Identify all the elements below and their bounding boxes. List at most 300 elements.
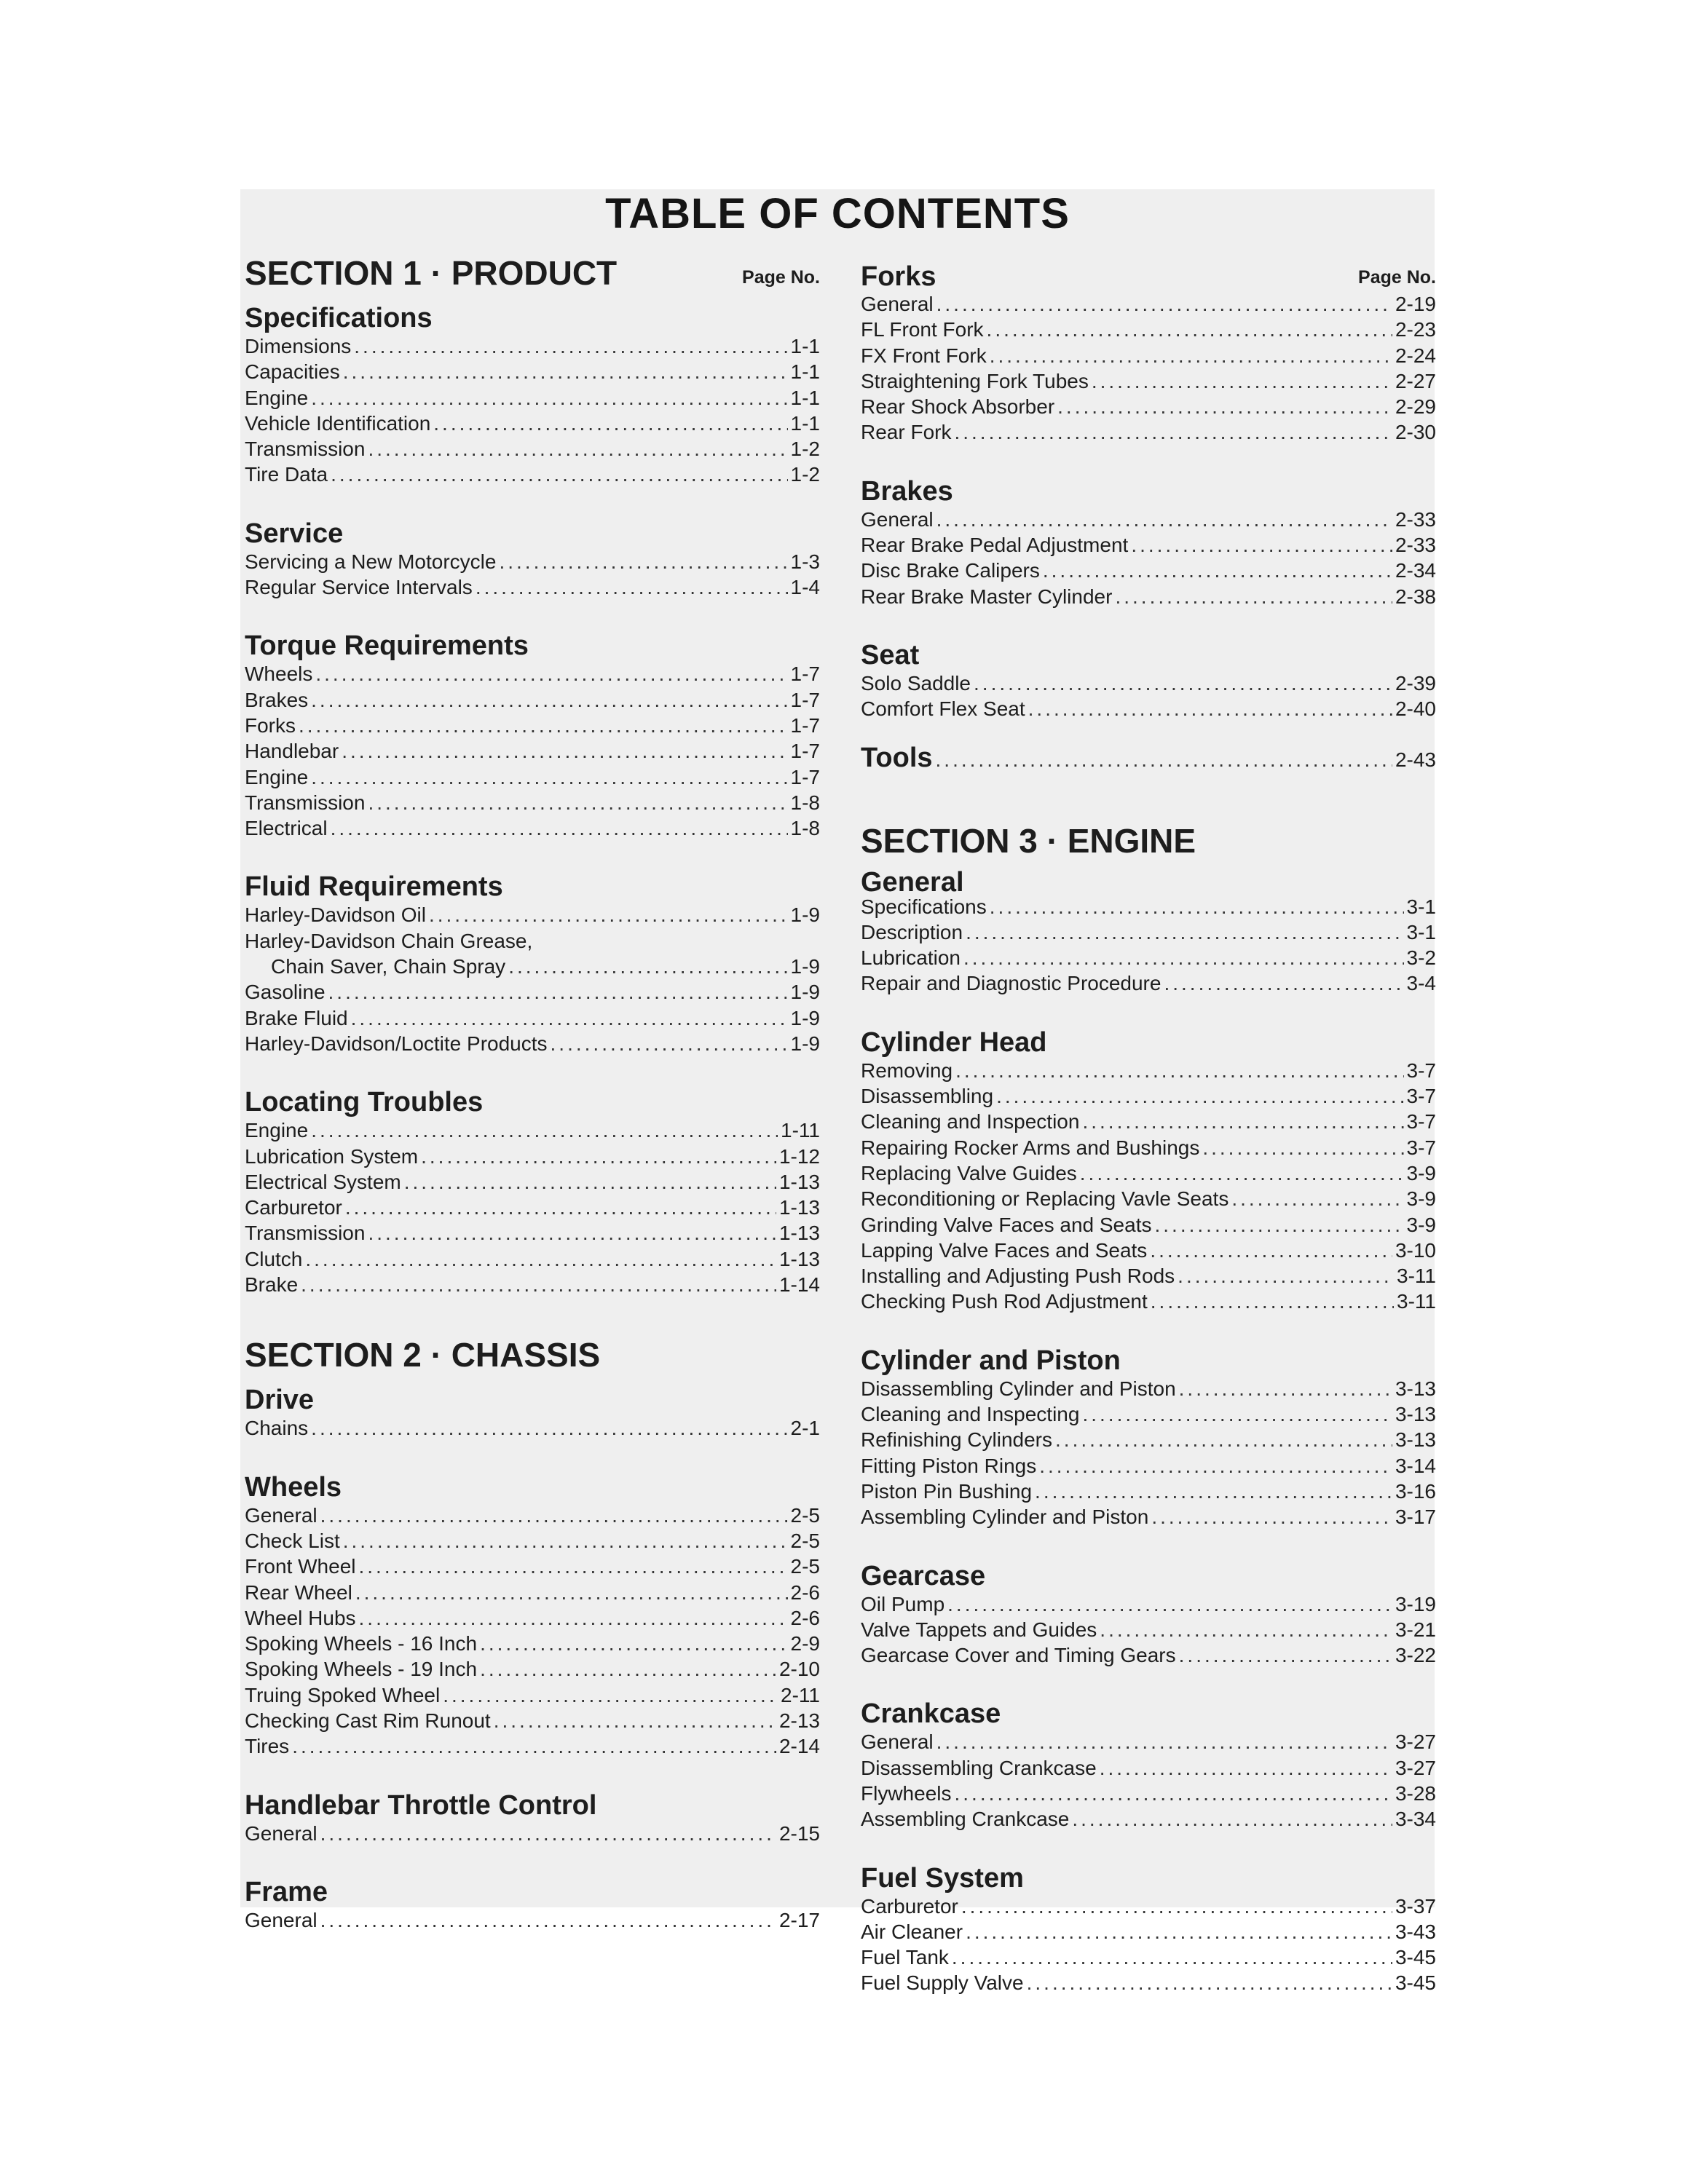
page-number: 1-7 xyxy=(790,688,820,711)
toc-entry xyxy=(861,1593,1436,1618)
leader-dots xyxy=(961,1895,1392,1918)
toc-entry xyxy=(245,714,820,740)
toc-entry xyxy=(861,293,1436,318)
leader-dots xyxy=(936,748,1392,772)
page-number: 3-1 xyxy=(1406,920,1436,943)
section-title: SECTION 1 · PRODUCT xyxy=(245,254,618,292)
toc-entry xyxy=(245,1032,820,1058)
entry-label: Dimensions xyxy=(245,335,352,357)
page-number: 2-33 xyxy=(1395,507,1436,531)
page-number: 1-1 xyxy=(790,335,820,357)
entry-label: Front Wheel xyxy=(245,1555,356,1578)
leader-dots xyxy=(952,1946,1392,1969)
leader-dots xyxy=(1154,1214,1403,1237)
leader-dots xyxy=(320,1909,776,1932)
toc-entry xyxy=(245,740,820,765)
toc-entry xyxy=(861,672,1436,697)
toc-entry xyxy=(245,1248,820,1273)
entry-label: General xyxy=(245,1908,318,1931)
entry-label: Vehicle Identification xyxy=(245,411,431,435)
leader-dots xyxy=(1043,559,1392,582)
leader-dots xyxy=(974,672,1392,695)
leader-dots xyxy=(480,1658,776,1681)
entry-label: Carburetor xyxy=(861,1894,958,1918)
page-number: 2-6 xyxy=(790,1606,820,1629)
page-number: 1-7 xyxy=(790,765,820,788)
toc-entry xyxy=(245,1658,820,1683)
page-title: TABLE OF CONTENTS xyxy=(605,190,1070,237)
section-title: SECTION 2 · CHASSIS xyxy=(245,1336,601,1374)
leader-dots xyxy=(301,1273,776,1297)
group-spacer xyxy=(861,1316,1436,1335)
leader-dots xyxy=(320,1504,788,1527)
group-title: Handlebar Throttle Control xyxy=(245,1789,597,1821)
page-number: 3-27 xyxy=(1395,1730,1436,1754)
toc-entry xyxy=(245,955,820,981)
page-number: 3-45 xyxy=(1395,1971,1436,1995)
toc-entry xyxy=(861,1644,1436,1669)
leader-dots xyxy=(292,1735,776,1758)
group-title: Tools xyxy=(861,742,933,773)
entry-label: Repair and Diagnostic Procedure xyxy=(861,972,1162,995)
leader-dots xyxy=(1131,534,1392,557)
entry-label: General xyxy=(245,1503,318,1527)
toc-column-left xyxy=(245,248,820,1934)
leader-dots xyxy=(990,895,1404,919)
toc-entry xyxy=(245,1007,820,1032)
leader-dots xyxy=(963,946,1404,970)
toc-entry xyxy=(245,1273,820,1299)
page-number: 3-9 xyxy=(1406,1161,1436,1184)
page-number: 1-9 xyxy=(790,1032,820,1055)
entry-label: Rear Brake Pedal Adjustment xyxy=(861,534,1129,557)
toc-entry xyxy=(245,930,820,955)
entry-label: Removing xyxy=(861,1059,953,1082)
page-number: 2-19 xyxy=(1395,293,1436,315)
toc-entry xyxy=(861,1187,1436,1213)
leader-dots xyxy=(1231,1187,1403,1211)
entry-label: Disassembling xyxy=(861,1085,994,1108)
toc-entry xyxy=(861,534,1436,559)
entry-label: Check List xyxy=(245,1529,340,1552)
group-title: Cylinder Head xyxy=(861,1026,1047,1058)
leader-dots xyxy=(433,412,787,435)
group-title: Wheels xyxy=(245,1471,342,1503)
leader-dots xyxy=(1178,1265,1394,1288)
toc-entry xyxy=(861,1618,1436,1644)
leader-dots xyxy=(429,903,788,927)
entry-label: Brake Fluid xyxy=(245,1006,348,1029)
toc-entry xyxy=(861,895,1436,921)
group-title: Locating Troubles xyxy=(245,1087,484,1118)
entry-label: Comfort Flex Seat xyxy=(861,697,1025,721)
leader-dots xyxy=(443,1684,778,1707)
document-page xyxy=(240,189,1436,1995)
leader-dots xyxy=(368,791,787,815)
leader-dots xyxy=(328,981,788,1004)
page-number: 2-5 xyxy=(790,1503,820,1527)
leader-dots xyxy=(1055,1428,1392,1452)
entry-label: Description xyxy=(861,920,963,943)
entry-label: Piston Pin Bushing xyxy=(861,1479,1033,1503)
page-number: 1-9 xyxy=(790,981,820,1004)
leader-dots xyxy=(480,1632,787,1655)
entry-label: Engine xyxy=(245,386,309,409)
toc-entry xyxy=(245,689,820,714)
toc-entry xyxy=(245,791,820,817)
page-number: 3-1 xyxy=(1406,895,1436,918)
toc-entry xyxy=(861,1757,1436,1782)
page-number: 2-14 xyxy=(778,1735,820,1758)
entry-label: Harley-Davidson Chain Grease, xyxy=(245,929,533,952)
page-number: 2-38 xyxy=(1395,585,1436,608)
entry-label: Checking Cast Rim Runout xyxy=(245,1709,491,1732)
toc-entry xyxy=(245,412,820,438)
leader-dots xyxy=(305,1248,776,1271)
entry-label: Servicing a New Motorcycle xyxy=(245,550,497,573)
entry-label: Flywheels xyxy=(861,1781,952,1805)
group-title: Cylinder and Piston xyxy=(861,1345,1121,1376)
section-header xyxy=(861,815,1436,860)
entry-label: Fuel Tank xyxy=(861,1946,949,1969)
group-spacer xyxy=(861,1834,1436,1853)
page-number: 1-7 xyxy=(790,662,820,686)
leader-dots xyxy=(1150,1239,1392,1262)
toc-entry xyxy=(245,576,820,601)
page-number: 3-16 xyxy=(1395,1479,1436,1503)
leader-dots xyxy=(1164,972,1403,995)
entry-label: Harley-Davidson/Loctite Products xyxy=(245,1032,548,1055)
toc-entry xyxy=(861,1162,1436,1187)
leader-dots xyxy=(421,1145,776,1168)
leader-dots xyxy=(359,1555,788,1578)
page-number: 1-13 xyxy=(778,1222,820,1245)
entry-label: Transmission xyxy=(245,791,366,814)
leader-dots xyxy=(320,1822,776,1845)
entry-label: Fuel Supply Valve xyxy=(861,1971,1024,1995)
page-number: 1-7 xyxy=(790,740,820,763)
leader-dots xyxy=(355,1581,788,1605)
leader-dots xyxy=(368,438,787,461)
leader-dots xyxy=(1039,1455,1392,1478)
toc-entry xyxy=(245,1555,820,1580)
leader-dots xyxy=(936,293,1392,316)
entry-label: Wheel Hubs xyxy=(245,1606,356,1629)
page-number: 1-13 xyxy=(778,1196,820,1219)
entry-label: Disassembling Cylinder and Piston xyxy=(861,1377,1176,1400)
group-spacer xyxy=(861,611,1436,630)
toc-entry xyxy=(245,1119,820,1144)
section-title: SECTION 3 · ENGINE xyxy=(861,821,1196,860)
page-number: 3-7 xyxy=(1406,1136,1436,1159)
leader-dots xyxy=(955,1059,1403,1083)
page-number: 2-13 xyxy=(778,1709,820,1732)
page-number: 3-17 xyxy=(1395,1506,1436,1529)
page-number: 1-2 xyxy=(790,438,820,461)
page-number: 2-6 xyxy=(790,1580,820,1604)
entry-label: Brakes xyxy=(245,688,309,711)
entry-label: Rear Shock Absorber xyxy=(861,395,1055,419)
toc-entry xyxy=(245,1632,820,1658)
leader-dots xyxy=(551,1032,788,1056)
entry-label: Regular Service Intervals xyxy=(245,576,473,599)
entry-label: Engine xyxy=(245,765,309,788)
leader-dots xyxy=(404,1171,776,1194)
entry-label: Capacities xyxy=(245,360,340,384)
page-number: 3-7 xyxy=(1406,1110,1436,1133)
page-number: 1-14 xyxy=(778,1273,820,1297)
leader-dots xyxy=(1027,1971,1392,1995)
group-title: Service xyxy=(245,518,344,549)
page-number: 2-9 xyxy=(790,1632,820,1655)
leader-dots xyxy=(499,550,787,574)
entry-label: Repairing Rocker Arms and Bushings xyxy=(861,1136,1200,1159)
group-spacer xyxy=(245,601,820,620)
leader-dots xyxy=(476,576,788,599)
toc-entry xyxy=(861,1895,1436,1920)
entry-label: Clutch xyxy=(245,1247,303,1270)
group-title: Crankcase xyxy=(861,1698,1001,1730)
leader-dots xyxy=(966,921,1403,944)
entry-label: Straightening Fork Tubes xyxy=(861,369,1089,392)
entry-label: General xyxy=(861,1730,934,1754)
page-number: 1-4 xyxy=(790,576,820,599)
page-number: 1-9 xyxy=(790,955,820,978)
toc-entry xyxy=(861,1214,1436,1239)
leader-dots xyxy=(315,662,787,686)
entry-label: Valve Tappets and Guides xyxy=(861,1618,1097,1641)
page-number: 1-1 xyxy=(790,411,820,435)
toc-entry xyxy=(245,1171,820,1196)
entry-label: Transmission xyxy=(245,1222,366,1245)
toc-entry xyxy=(861,1085,1436,1110)
toc-entry xyxy=(245,387,820,412)
entry-label: Tire Data xyxy=(245,463,328,486)
entry-label: Grinding Valve Faces and Seats xyxy=(861,1213,1152,1236)
toc-entry xyxy=(861,585,1436,611)
leader-dots xyxy=(947,1593,1392,1616)
page-number: 1-13 xyxy=(778,1170,820,1193)
entry-label: Cleaning and Inspection xyxy=(861,1110,1080,1133)
page-number: 1-13 xyxy=(778,1247,820,1270)
entry-label: FL Front Fork xyxy=(861,318,984,341)
leader-dots xyxy=(1082,1110,1403,1133)
toc-entry xyxy=(245,438,820,463)
page-number: 1-11 xyxy=(781,1119,820,1142)
leader-dots xyxy=(311,689,787,712)
toc-entry xyxy=(861,1136,1436,1162)
leader-dots xyxy=(1151,1506,1392,1529)
entry-label: Lubrication xyxy=(861,946,961,970)
entry-label: FX Front Fork xyxy=(861,344,987,367)
entry-label: Fitting Piston Rings xyxy=(861,1454,1037,1477)
leader-dots xyxy=(1179,1644,1392,1667)
page-no-label: Page No. xyxy=(1358,267,1436,288)
toc-entry xyxy=(861,1290,1436,1315)
toc-entry xyxy=(245,1581,820,1607)
toc-entry xyxy=(861,370,1436,395)
toc-entry xyxy=(861,1455,1436,1480)
entry-label: Truing Spoked Wheel xyxy=(245,1683,441,1706)
group-spacer xyxy=(861,1669,1436,1688)
leader-dots xyxy=(311,1119,778,1142)
page-number: 3-14 xyxy=(1395,1454,1436,1477)
entry-label: Handlebar xyxy=(245,740,339,763)
toc-entry xyxy=(861,421,1436,446)
leader-dots xyxy=(508,955,787,978)
toc-group-entry xyxy=(861,743,1436,785)
toc-entry xyxy=(245,981,820,1006)
section-spacer xyxy=(245,1299,820,1329)
group-title: Drive xyxy=(245,1385,315,1416)
toc-entry xyxy=(861,395,1436,421)
page-number: 2-43 xyxy=(1395,748,1436,771)
section-spacer xyxy=(861,785,1436,815)
page-number: 1-9 xyxy=(790,1006,820,1029)
entry-label: Replacing Valve Guides xyxy=(861,1161,1077,1184)
leader-dots xyxy=(990,344,1392,368)
page-number: 2-5 xyxy=(790,1529,820,1552)
section-title: Forks xyxy=(861,261,936,292)
leader-dots xyxy=(1100,1618,1392,1642)
toc-entry xyxy=(861,1782,1436,1808)
leader-dots xyxy=(1035,1480,1392,1503)
leader-dots xyxy=(1028,697,1392,721)
toc-entry xyxy=(861,1808,1436,1833)
page-number: 2-29 xyxy=(1395,395,1436,419)
page-number: 3-34 xyxy=(1395,1808,1436,1831)
entry-label: Air Cleaner xyxy=(861,1920,963,1943)
entry-label: Tires xyxy=(245,1735,290,1758)
toc-column-right xyxy=(861,248,1436,1998)
section-header xyxy=(245,248,820,293)
entry-label: Electrical System xyxy=(245,1170,401,1193)
page-number: 3-9 xyxy=(1406,1187,1436,1211)
entry-label: General xyxy=(861,507,934,531)
toc-entry xyxy=(245,1145,820,1171)
group-title: Frame xyxy=(245,1876,328,1907)
entry-label: Rear Wheel xyxy=(245,1580,352,1604)
toc-entry xyxy=(245,335,820,360)
entry-label: Transmission xyxy=(245,438,366,461)
page-number: 2-15 xyxy=(778,1821,820,1845)
page-number: 1-1 xyxy=(790,386,820,409)
toc-entry xyxy=(861,1946,1436,1971)
section-header xyxy=(861,248,1436,293)
toc-entry xyxy=(861,1506,1436,1531)
toc-entry xyxy=(861,1110,1436,1136)
page-number: 2-5 xyxy=(790,1555,820,1578)
page-number: 2-34 xyxy=(1395,559,1436,582)
toc-entry xyxy=(245,662,820,688)
toc-entry xyxy=(861,1403,1436,1428)
entry-label: Chain Saver, Chain Spray xyxy=(271,955,506,978)
entry-label: Electrical xyxy=(245,817,328,840)
section-header xyxy=(245,1329,820,1374)
page-number: 3-11 xyxy=(1397,1265,1436,1288)
leader-dots xyxy=(359,1607,788,1630)
toc-entry xyxy=(861,697,1436,723)
entry-label: Rear Brake Master Cylinder xyxy=(861,585,1113,608)
leader-dots xyxy=(342,740,787,763)
page-number: 3-28 xyxy=(1395,1781,1436,1805)
entry-label: General xyxy=(861,293,934,315)
entry-label: Cleaning and Inspecting xyxy=(861,1403,1080,1426)
group-spacer xyxy=(245,1761,820,1780)
page-number: 2-30 xyxy=(1395,421,1436,444)
group-title: Specifications xyxy=(245,303,433,333)
group-spacer xyxy=(861,447,1436,466)
entry-label: Wheels xyxy=(245,662,313,686)
leader-dots xyxy=(996,1085,1403,1108)
entry-label: Lubrication System xyxy=(245,1144,419,1168)
group-spacer xyxy=(861,1532,1436,1551)
toc-entry xyxy=(245,360,820,386)
toc-entry xyxy=(861,1428,1436,1454)
page-number: 3-7 xyxy=(1406,1085,1436,1108)
group-spacer xyxy=(861,998,1436,1017)
entry-label: Solo Saddle xyxy=(861,671,971,695)
page-number: 1-1 xyxy=(790,360,820,384)
group-title: Gearcase xyxy=(861,1560,986,1591)
leader-dots xyxy=(311,766,787,789)
page-number: 3-27 xyxy=(1395,1756,1436,1779)
toc-entry xyxy=(245,550,820,576)
group-title: Torque Requirements xyxy=(245,630,529,662)
entry-label: Forks xyxy=(245,713,296,737)
page-number: 3-13 xyxy=(1395,1428,1436,1452)
toc-entry xyxy=(861,921,1436,946)
leader-dots xyxy=(1179,1377,1392,1401)
page-number: 3-19 xyxy=(1395,1592,1436,1615)
entry-label: Engine xyxy=(245,1119,309,1142)
entry-label: Checking Push Rod Adjustment xyxy=(861,1290,1148,1313)
page-number: 1-8 xyxy=(790,817,820,840)
leader-dots xyxy=(1115,585,1392,609)
page-number: 3-10 xyxy=(1395,1238,1436,1262)
leader-dots xyxy=(354,335,787,358)
leader-dots xyxy=(345,1196,776,1219)
toc-entry xyxy=(245,463,820,488)
leader-dots xyxy=(1202,1136,1403,1160)
page-number: 1-2 xyxy=(790,463,820,486)
toc-entry xyxy=(245,1735,820,1760)
entry-label: Gearcase Cover and Timing Gears xyxy=(861,1644,1176,1667)
entry-label: General xyxy=(245,1821,318,1845)
page-number: 1-12 xyxy=(778,1144,820,1168)
group-title: Fluid Requirements xyxy=(245,871,503,903)
leader-dots xyxy=(1100,1757,1392,1780)
page-number: 1-9 xyxy=(790,903,820,927)
group-spacer xyxy=(245,1443,820,1462)
leader-dots xyxy=(1082,1403,1392,1426)
entry-label: Disc Brake Calipers xyxy=(861,559,1040,582)
leader-dots xyxy=(368,1222,776,1245)
toc-entry xyxy=(245,1196,820,1222)
toc-entry xyxy=(245,1684,820,1709)
toc-entry xyxy=(861,1377,1436,1403)
page-number: 3-11 xyxy=(1397,1290,1436,1313)
leader-dots xyxy=(311,1417,787,1440)
leader-dots xyxy=(331,817,788,840)
toc-entry xyxy=(245,1607,820,1632)
page-number: 1-3 xyxy=(790,550,820,573)
leader-dots xyxy=(351,1007,788,1030)
page-number: 1-8 xyxy=(790,791,820,814)
page-number: 3-13 xyxy=(1395,1377,1436,1400)
group-spacer xyxy=(245,1058,820,1077)
toc-entry xyxy=(245,1530,820,1555)
